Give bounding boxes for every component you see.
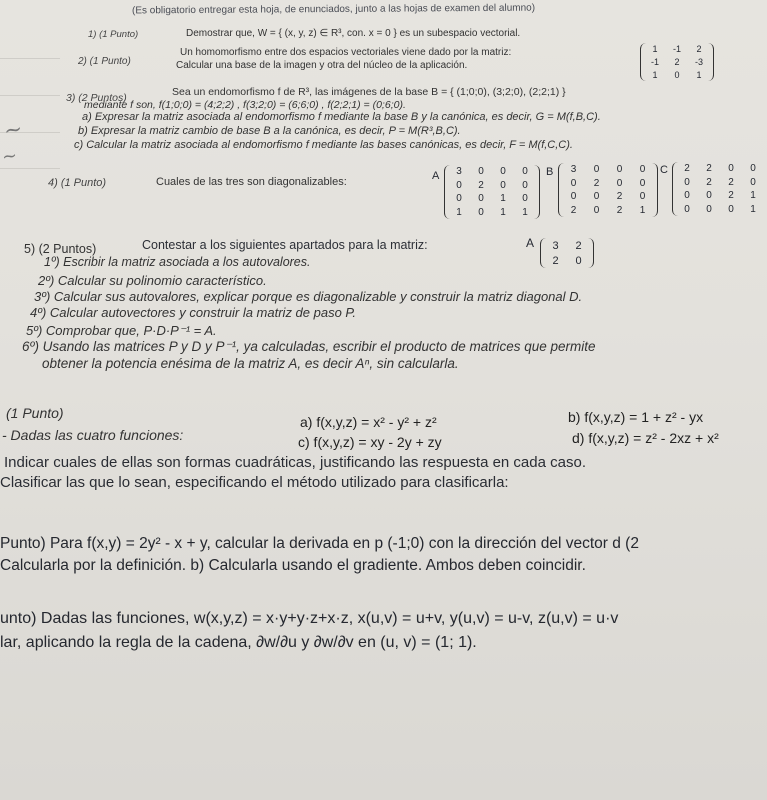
q6-func-a: a) f(x,y,z) = x² - y² + z² [300,414,437,430]
q5-item-6b: obtener la potencia enésima de la matriz A, es decir Aⁿ, sin calcularla. [42,356,459,371]
q1-text: Demostrar que, W = { (x, y, z) ∈ R³, con. x = 0 } es un subespacio vectorial. [186,28,521,39]
matrix-cell: 1 [500,206,506,218]
matrix-cell: 0 [750,176,756,188]
matrix-cell: -1 [672,44,681,55]
matrix-cell: 0 [522,193,528,205]
q6-line2: Clasificar las que lo sean, especificando el método utilizado para clasificarla: [0,474,509,491]
matrix-cell: 2 [674,56,680,67]
matrix-cell: 0 [500,179,506,191]
matrix-B-label: B [546,166,554,178]
matrix-cell: 0 [456,179,462,191]
q2-matrix [640,43,714,81]
q6-func-c: c) f(x,y,z) = xy - 2y + zy [298,434,442,450]
matrix-cell: 0 [478,166,484,178]
q1-number: 1) (1 Punto) [88,29,139,40]
matrix-B [558,163,658,217]
q2-line2: Calcular una base de la imagen y otra del núcleo de la aplicación. [176,60,468,71]
matrix-cell: 1 [652,44,658,55]
matrix-cell: 2 [575,239,582,252]
matrix-cell: 0 [684,176,690,188]
matrix-cell: 2 [696,44,702,55]
matrix-cell: 0 [639,164,646,176]
matrix-cell: 1 [696,69,702,80]
matrix-cell: 3 [552,239,559,252]
matrix-cell: 3 [456,166,462,178]
q5-item-5: 5º) Comprobar que, P·D·P⁻¹ = A. [26,323,217,338]
matrix-cell: 0 [500,166,506,178]
matrix-cell: 0 [639,177,646,189]
q5-item-3: 3º) Calcular sus autovalores, explicar porque es diagonalizable y construir la matriz diagonal D. [34,289,583,304]
q2-number: 2) (1 Punto) [78,56,131,67]
matrix-cell: 2 [478,179,484,191]
matrix-cell: 2 [593,177,600,189]
matrix-cell: 0 [593,204,600,216]
matrix-cell: 2 [616,191,623,203]
q7-line1: Punto) Para f(x,y) = 2y² - x + y, calcular la derivada en p (-1;0) con la dirección del vector d (2 [0,535,639,552]
matrix-cell: 0 [728,203,734,215]
header-note: (Es obligatorio entregar esta hoja, de enunciados, junto a las hojas de examen del alumno) [131,2,536,17]
q3-item-a: a) Expresar la matriz asociada al endomorfismo f mediante la base B y la canónica, es decir, G = M(f,B,C). [82,111,601,123]
matrix-cell: 0 [478,206,484,218]
q6-number: (1 Punto) [6,405,64,421]
matrix-A [444,165,540,219]
matrix-cell: 3 [570,164,577,176]
matrix-cell: 1 [522,206,528,218]
matrix-cell: 0 [522,166,528,178]
q3-item-c: c) Calcular la matriz asociada al endomorfismo f mediante las bases canónicas, es decir, F = M(f,C,C). [74,139,573,151]
matrix-cell: 0 [616,164,623,176]
q5-item-2: 2º) Calcular su polinomio característico. [38,273,267,288]
ruled-line [0,168,60,169]
margin-scribble: ~ [1,116,25,145]
ruled-line [0,95,60,96]
q5-number: 5) (2 Puntos) [24,242,97,256]
q5-matrix [540,238,594,268]
matrix-cell: 0 [728,163,734,175]
q6-line1: Indicar cuales de ellas son formas cuadráticas, justificando las respuesta en cada caso. [4,454,586,471]
q4-number: 4) (1 Punto) [48,177,107,189]
q5-item-4: 4º) Calcular autovectores y construir la matriz de paso P. [30,305,357,320]
matrix-cell: 2 [728,190,734,202]
q6-func-d: d) f(x,y,z) = z² - 2xz + x² [572,430,719,446]
matrix-cell: 0 [616,177,623,189]
q5-item-1: 1º) Escribir la matriz asociada a los autovalores. [44,255,311,269]
matrix-A-label: A [432,170,440,182]
matrix-cell: 1 [750,190,756,202]
q7-line2: Calcularla por la definición. b) Calcularla usando el gradiente. Ambos deben coincidir. [0,557,586,574]
q5-matrix-label: A [526,236,535,250]
matrix-cell: -1 [650,56,659,67]
matrix-cell: -3 [694,56,703,67]
margin-scribble: ~ [0,145,19,168]
matrix-cell: 0 [639,191,646,203]
matrix-cell: 2 [552,254,559,267]
matrix-cell: 0 [706,203,712,215]
q3-line1: Sea un endomorfismo f de R³, las imágenes de la base B = { (1;0;0), (3;2;0), (2;2;1) } [172,86,566,98]
ruled-line [0,58,60,59]
matrix-cell: 2 [570,204,577,216]
matrix-cell: 2 [728,176,734,188]
matrix-cell: 0 [684,203,690,215]
matrix-cell: 0 [750,163,756,175]
matrix-cell: 1 [652,69,658,80]
matrix-cell: 1 [639,204,646,216]
q2-line1: Un homomorfismo entre dos espacios vectoriales viene dado por la matriz: [180,47,512,58]
q3-line2: mediante f son, f(1;0;0) = (4;2;2) , f(3;2;0) = (6;6;0) , f(2;2;1) = (0;6;0). [84,99,406,111]
q6-func-b: b) f(x,y,z) = 1 + z² - yx [568,409,704,425]
q8-line1: unto) Dadas las funciones, w(x,y,z) = x·y+y·z+x·z, x(u,v) = u+v, y(u,v) = u-v, z(u,v) = u·v [0,610,619,627]
matrix-cell: 2 [706,176,712,188]
q8-line2: lar, aplicando la regla de la cadena, ∂w/∂u y ∂w/∂v en (u, v) = (1; 1). [0,634,477,651]
q6-intro: - Dadas las cuatro funciones: [2,427,184,443]
matrix-cell: 0 [593,164,600,176]
matrix-cell: 0 [684,190,690,202]
matrix-cell: 0 [706,190,712,202]
q5-text: Contestar a los siguientes apartados para la matriz: [142,238,428,252]
matrix-cell: 2 [684,163,690,175]
matrix-cell: 1 [456,206,462,218]
matrix-cell: 0 [575,254,582,267]
matrix-cell: 0 [570,191,577,203]
matrix-cell: 1 [750,203,756,215]
matrix-cell: 2 [706,163,712,175]
matrix-cell: 0 [522,179,528,191]
q3-number: 3) (2 Puntos) [66,92,127,104]
q3-item-b: b) Expresar la matriz cambio de base B a la canónica, es decir, P = M(R³,B,C). [78,125,461,137]
matrix-C-label: C [660,164,668,176]
matrix-cell: 0 [456,193,462,205]
matrix-C [672,162,767,216]
matrix-cell: 0 [593,191,600,203]
matrix-cell: 1 [500,193,506,205]
matrix-cell: 0 [674,69,680,80]
q5-item-6a: 6º) Usando las matrices P y D y P⁻¹, ya calculadas, escribir el producto de matrices que permite [22,339,596,354]
matrix-cell: 0 [478,193,484,205]
matrix-cell: 2 [616,204,623,216]
q4-text: Cuales de las tres son diagonalizables: [156,176,347,188]
matrix-cell: 0 [570,177,577,189]
